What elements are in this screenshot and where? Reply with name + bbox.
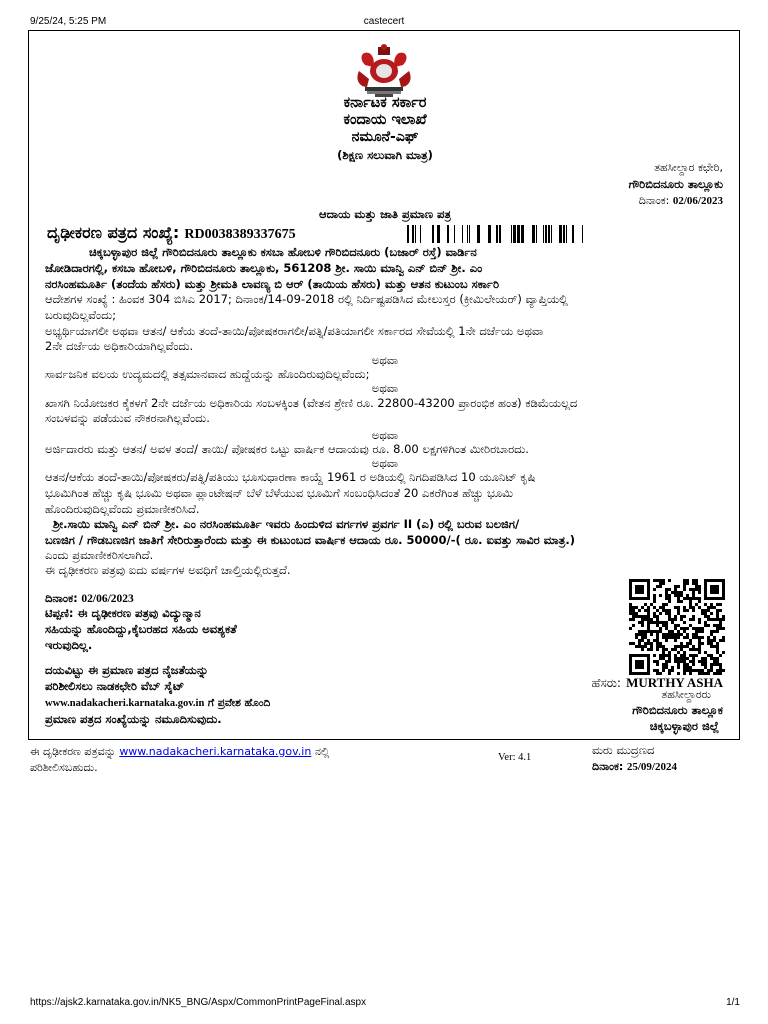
certificate-number-value: RD0038389337675	[184, 227, 296, 242]
office-name: ತಹಸೀಲ್ದಾರ ಕಛೇರಿ,	[654, 161, 723, 174]
certificate-number-label: ದೃಢೀಕರಣ ಪತ್ರದ ಸಂಖ್ಯೆ:	[47, 223, 180, 242]
reprint-date-label: ದಿನಾಂಕ:	[592, 760, 624, 773]
para1-line2: ಜೋಡಿದಾರಗಲ್ಲಿ, ಕಸಬಾ ಹೋಬಳಿ, ಗೌರಿಬಿದನೂರು ತಾಲ್ಲೂಕು, 561208 ಶ್ರೀ. ಸಾಯಿ ಮಾನ್ವಿ ಎನ್ ಬಿನ್ ಶ್ರೀ. ಎಂ	[45, 261, 483, 275]
check-prefix: ಈ ದೃಢೀಕರಣ ಪತ್ರವನ್ನು	[30, 745, 120, 758]
para7-line2: ಬಣಜಿಗ / ಗೌಡಬಣಜಿಗ ಜಾತಿಗೆ ಸೇರಿರುತ್ತಾರೆಂದು ಮತ್ತು ಈ ಕುಟುಂಬದ ವಾರ್ಷಿಕ ಆದಾಯ ರೂ. 50000/-( ರೂ. ಐವತ್ತು ಸಾವಿರ ಮಾತ್ರ.)	[45, 533, 575, 547]
issue-date	[639, 194, 723, 208]
para3: ಸಾರ್ವಜನಿಕ ವಲಯ ಉದ್ಯಮದಲ್ಲಿ ತತ್ಸಮಾನವಾದ ಹುದ್ದೆಯನ್ನು ಹೊಂದಿರುವುದಿಲ್ಲವೆಂದು;	[45, 367, 370, 381]
note-line1: ಟಿಪ್ಪಣಿ: ಈ ದೃಢೀಕರಣ ಪತ್ರವು ವಿದ್ಯುನ್ಮಾನ	[45, 606, 201, 620]
verify-line3-suffix: ಗೆ ಪ್ರವೇಶ ಹೊಂದಿ	[204, 697, 271, 709]
bottom-date-label: ದಿನಾಂಕ:	[45, 591, 78, 605]
note-line2: ಸಹಿಯನ್ನು ಹೊಂದಿದ್ದು,ಕೈಬರಹದ ಸಹಿಯ ಅವಶ್ಯಕತೆ	[45, 622, 237, 636]
para1-line3: ನರಸಿಂಹಮೂರ್ತಿ (ತಂದೆಯ ಹೆಸರು) ಮತ್ತು ಶ್ರೀಮತಿ ಲಾವಣ್ಯ ಬಿ ಆರ್ (ತಾಯಿಯ ಹೆಸರು) ಮತ್ತು ಆತನ ಕುಟುಂಬ ಸರ್ಕಾರಿ	[45, 277, 500, 291]
reprint-date-value: 25/09/2024	[626, 761, 677, 773]
print-timestamp: 9/25/24, 5:25 PM	[30, 16, 107, 27]
or-separator: ಅಥವಾ	[371, 353, 399, 367]
issue-date-label: ದಿನಾಂಕ:	[638, 194, 670, 207]
certificate-frame	[28, 30, 740, 740]
government-name: ಕರ್ನಾಟಕ ಸರ್ಕಾರ	[343, 95, 427, 111]
signatory-name-label: ಹೆಸರು:	[591, 676, 621, 690]
qr-code	[629, 579, 725, 675]
para6-line2: ಭೂಮಿಗಿಂತ ಹೆಚ್ಚು ಕೃಷಿ ಭೂಮಿ ಅಥವಾ ಪ್ಲಾಂಟೇಷನ್ ಬೆಳೆ ಬೆಳೆಯುವ ಭೂಮಿಗೆ ಸಂಬಂಧಿಸಿದಂತೆ 20 ಎಕರೆಗಿಂತ ಹೆಚ್ಚು ಭೂಮಿ	[45, 486, 514, 500]
or-separator: ಅಥವಾ	[371, 428, 399, 442]
or-separator: ಅಥವಾ	[371, 381, 399, 395]
para4-line1: ಖಾಸಗಿ ನಿಯೋಜಕರ ಕೈಕಳಗೆ 2ನೇ ದರ್ಜೆಯ ಅಧಿಕಾರಿಯ ಸಂಬಳಕ್ಕಿಂತ (ವೇತನ ಶ್ರೇಣಿ ರೂ. 22800-43200 ಪ್ರಾರಂಭಿಕ ಹಂತ) ಕಡಿಮೆಯಲ್ಲದ	[45, 396, 578, 410]
para6-line1: ಆತನ/ಆಕೆಯ ತಂದೆ-ತಾಯಿ/ಪೋಷಕರು/ಪತ್ನಿ/ಪತಿಯು ಭೂಸುಧಾರಣಾ ಕಾಯ್ದೆ 1961 ರ ಅಡಿಯಲ್ಲಿ ನಿಗದಿಪಡಿಸಿದ 10 ಯೂನಿಟ್ ಕೃಷಿ	[45, 470, 536, 484]
para2-line2: 2ನೇ ದರ್ಜೆಯ ಅಧಿಕಾರಿಯಾಗಿಲ್ಲವೆಂದು.	[45, 339, 194, 353]
para1-line4: ಆದೇಶಗಳ ಸಂಖ್ಯೆ : ಹಿಂವಕ 304 ಬಿಸಿಎ 2017; ದಿನಾಂಕ/14-09-2018 ರಲ್ಲಿ ನಿರ್ದಿಷ್ಟಪಡಿಸಿದ ಮೇಲುಸ್ತರ (ಕ್ರೀಮಿಲೇಯರ್) ವ್ಯಾಪ್ತಿಯಲ್ಲಿ	[45, 292, 568, 306]
issue-date-value: 02/06/2023	[672, 195, 723, 207]
department-name: ಕಂದಾಯ ಇಲಾಖೆ	[343, 112, 427, 128]
para2-line1: ಅಭ್ಯರ್ಥಿಯಾಗಲೀ ಅಥವಾ ಆತನ/ ಆಕೆಯ ತಂದೆ-ತಾಯಿ/ಪೋಷಕರಾಗಲೀ/ಪತ್ನಿ/ಪತಿಯಾಗಲೀ ಸರ್ಕಾರದ ಸೇವೆಯಲ್ಲಿ 1ನೇ ದರ್ಜೆಯ ಅಥವಾ	[45, 324, 544, 338]
para1-line1: ಚಿಕ್ಕಬಳ್ಳಾಪುರ ಜಿಲ್ಲೆ ಗೌರಿಬಿದನೂರು ತಾಲ್ಲೂಕು ಕಸಬಾ ಹೋಬಳಿ ಗೌರಿಬಿದನೂರು (ಬಜಾರ್ ರಸ್ತೆ) ವಾರ್ಡಿನ	[89, 245, 477, 259]
check-line2: ಪರಿಶೀಲಿಸಬಹುದು.	[30, 761, 98, 774]
reprint-date	[592, 760, 677, 774]
para1-line5: ಬರುವುದಿಲ್ಲವೆಂದು;	[45, 308, 117, 322]
office-taluk: ಗೌರಿಬಿದನೂರು ತಾಲ್ಲೂಕು	[628, 177, 723, 191]
bottom-date	[45, 591, 134, 606]
form-purpose: (ಶಿಕ್ಷಣ ಸಲುವಾಗಿ ಮಾತ್ರ)	[337, 148, 433, 162]
signatory-title: ತಹಸೀಲ್ದಾರರು	[661, 688, 711, 701]
print-url: https://ajsk2.karnataka.gov.in/NK5_BNG/Aspx/CommonPrintPageFinal.aspx	[30, 997, 367, 1008]
para4-line2: ಸಂಬಳವನ್ನು ಪಡೆಯುವ ನೌಕರನಾಗಿಲ್ಲವೆಂದು.	[45, 411, 210, 425]
para5: ಅರ್ಜಿದಾರರು ಮತ್ತು ಆತನ/ ಅವಳ ತಂದೆ/ ತಾಯಿ/ ಪೋಷಕರ ಒಟ್ಟು ವಾರ್ಷಿಕ ಆದಾಯವು ರೂ. 8.00 ಲಕ್ಷಗಳಿಗಿಂತ ಮೀರಿರಬಾರದು.	[45, 442, 529, 456]
verify-url: www.nadakacheri.karnataka.gov.in	[45, 698, 205, 709]
check-line1	[30, 745, 329, 759]
para6-line3: ಹೊಂದಿರುವುದಿಲ್ಲವೆಂದು ಪ್ರಮಾಣೀಕರಿಸಿದೆ.	[45, 502, 200, 516]
verify-line1: ದಯವಿಟ್ಟು ಈ ಪ್ರಮಾಣ ಪತ್ರದ ನೈಜತೆಯನ್ನು	[45, 663, 209, 677]
certificate-number	[47, 223, 296, 243]
barcode	[407, 225, 587, 243]
signatory-district: ಚಿಕ್ಕಬಳ್ಳಾಪುರ ಜಿಲ್ಲೆ	[649, 719, 719, 733]
nadakacheri-link[interactable]: www.nadakacheri.karnataka.gov.in	[119, 745, 312, 758]
print-page-counter: 1/1	[726, 997, 740, 1008]
state-emblem-icon	[351, 43, 417, 99]
verify-line2: ಪರಿಶೀಲಿಸಲು ನಾಡಕಛೇರಿ ವೆಬ್ ಸೈಟ್	[45, 679, 185, 693]
note-line3: ಇರುವುದಿಲ್ಲ.	[45, 638, 93, 652]
verify-line3	[45, 697, 270, 710]
version-label: Ver: 4.1	[498, 752, 532, 763]
para7-line1: ಶ್ರೀ.ಸಾಯಿ ಮಾನ್ವಿ ಎನ್ ಬಿನ್ ಶ್ರೀ. ಎಂ ನರಸಿಂಹಮೂರ್ತಿ ಇವರು ಹಿಂದುಳಿದ ವರ್ಗಗಳ ಪ್ರವರ್ಗ II (ಎ) ರಲ್ಲಿ ಬರುವ ಬಲಜಿಗ/	[53, 517, 520, 531]
certificate-title: ಆದಾಯ ಮತ್ತು ಜಾತಿ ಪ್ರಮಾಣ ಪತ್ರ	[319, 207, 451, 221]
check-suffix: ನಲ್ಲಿ	[311, 745, 330, 758]
print-doc-title: castecert	[363, 16, 405, 27]
signatory-name-value: MURTHY ASHA	[626, 675, 723, 690]
bottom-date-value: 02/06/2023	[81, 593, 134, 605]
or-separator: ಅಥವಾ	[371, 456, 399, 470]
signatory-taluk: ಗೌರಿಬಿದನೂರು ತಾಲ್ಲೂಕ	[632, 703, 723, 717]
para7-line3: ಎಂದು ಪ್ರಮಾಣೀಕರಿಸಲಾಗಿದೆ.	[45, 548, 154, 562]
para8: ಈ ದೃಢೀಕರಣ ಪತ್ರವು ಐದು ವರ್ಷಗಳ ಅವಧಿಗೆ ಚಾಲ್ತಿಯಲ್ಲಿರುತ್ತದೆ.	[45, 563, 291, 577]
form-name: ನಮೂನೆ-ಎಫ್	[351, 129, 419, 145]
verify-line4: ಪ್ರಮಾಣ ಪತ್ರದ ಸಂಖ್ಯೆಯನ್ನು ನಮೂದಿಸುವುದು.	[45, 712, 222, 726]
reprint-label: ಮರು ಮುದ್ರಣದ	[592, 743, 655, 757]
